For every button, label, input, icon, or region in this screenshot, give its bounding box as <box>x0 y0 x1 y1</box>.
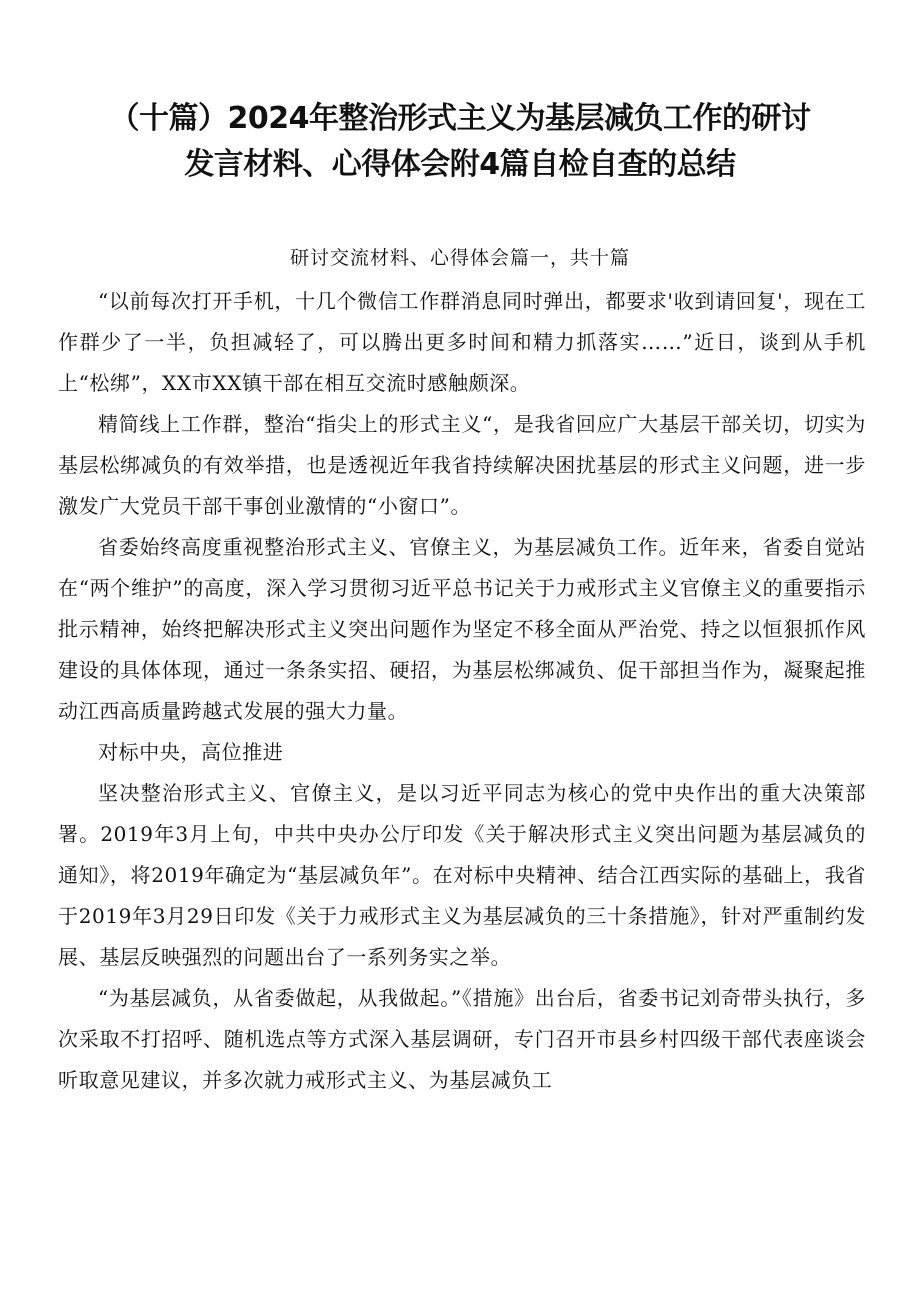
section-subtitle: 研讨交流材料、心得体会篇一，共十篇 <box>289 247 630 269</box>
document-body <box>58 281 866 1101</box>
paragraph: 精简线上工作群，整治“指尖上的形式主义“，是我省回应广大基层干部关切，切实为基层松绑减负的有效举措，也是透视近年我省持续解决困扰基层的形式主义问题，进一步激发广大党员干部干事创业激情的“小窗口”。 <box>58 412 866 518</box>
section-heading: 对标中央，高位推进 <box>98 740 284 764</box>
paragraph: 省委始终高度重视整治形式主义、官僚主义，为基层减负工作。近年来，省委自觉站在“两个维护”的高度，深入学习贯彻习近平总书记关于力戒形式主义官僚主义的重要指示批示精神，始终把解决形式主义突出问题作为坚定不移全面从严治党、持之以恒狠抓作风建设的具体体现，通过一条条实招、硬招，为基层松绑减负、促干部担当作为，凝聚起推动江西高质量跨越式发展的强大力量。 <box>58 535 866 723</box>
paragraph: “以前每次打开手机，十几个微信工作群消息同时弹出，都要求'收到请回复'，现在工作群少了一半，负担减轻了，可以腾出更多时间和精力抓落实……”近日，谈到从手机上“松绑”，XX市XX镇干部在相互交流时感触颇深。 <box>58 289 866 395</box>
document-title-line-1: （十篇）2024年整治形式主义为基层减负工作的研讨 <box>109 101 811 136</box>
paragraph: “为基层减负，从省委做起，从我做起。”《措施》出台后，省委书记刘奇带头执行，多次采取不打招呼、随机选点等方式深入基层调研，专门召开市县乡村四级干部代表座谈会听取意见建议，并多次就力戒形式主义、为基层减负工 <box>58 986 866 1092</box>
paragraph: 坚决整治形式主义、官僚主义，是以习近平同志为核心的党中央作出的重大决策部署。2019年3月上旬，中共中央办公厅印发《关于解决形式主义突出问题为基层减负的通知》，将2019年确定为“基层减负年”。在对标中央精神、结合江西实际的基础上，我省于2019年3月29日印发《关于力戒形式主义为基层减负的三十条措施》，针对严重制约发展、基层反映强烈的问题出台了一系列务实之举。 <box>58 781 866 969</box>
document-title-line-2: 发言材料、心得体会附4篇自检自查的总结 <box>184 147 736 182</box>
